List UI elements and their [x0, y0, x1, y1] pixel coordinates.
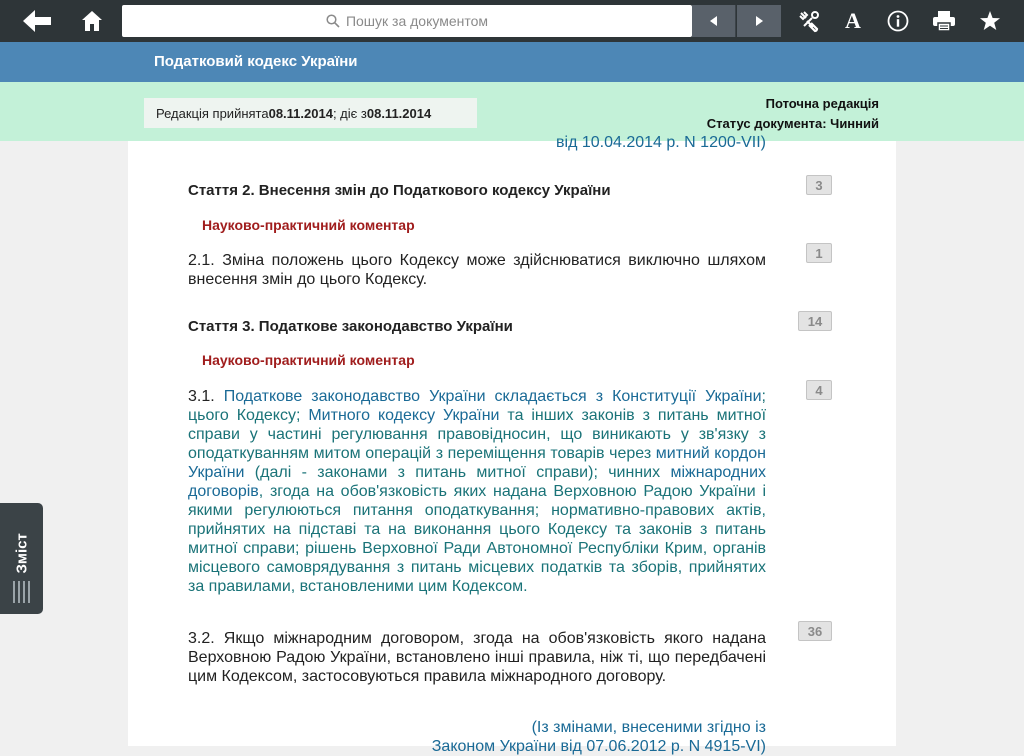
toc-tab[interactable]: [0, 503, 43, 614]
law-link[interactable]: Податкове законодавство України складається з: [223, 388, 613, 405]
document-title: Податковий кодекс України: [154, 53, 358, 70]
amendments-note[interactable]: [432, 718, 766, 756]
paragraph-number: 3.1.: [188, 388, 224, 405]
paragraph-text: ; цього Кодексу;: [188, 388, 766, 424]
document-title-bar: [0, 42, 1024, 82]
grip-handle-icon: [13, 581, 30, 603]
customs-code-link[interactable]: Митного кодексу України: [308, 407, 500, 424]
search-placeholder: Пошук за документом: [345, 13, 489, 29]
paragraph-text: та інших законів з питань митної справи у частині регулювання правовідносин, що виникають у зв'язку з оподаткуванням митом операцій з переміщення товарів через: [188, 407, 767, 462]
paragraph-3-1-badge[interactable]: 4: [806, 380, 832, 400]
font-size-button[interactable]: A: [845, 8, 861, 33]
edition-middle: ; діє з: [332, 105, 367, 121]
wrench-icon[interactable]: [790, 0, 828, 42]
search-input[interactable]: [122, 5, 692, 37]
article-2-title: Стаття 2. Внесення змін до Податкового кодексу України: [188, 182, 611, 199]
paragraph-2-1-badge[interactable]: 1: [806, 243, 832, 263]
article-2-commentary-link[interactable]: Науково-практичний коментар: [202, 217, 415, 233]
print-icon[interactable]: [926, 0, 962, 42]
paragraph-3-1: [188, 387, 766, 596]
amendment-link-partial[interactable]: від 10.04.2014 р. N 1200-VII): [556, 134, 766, 151]
status-label: Статус документа: Чинний: [706, 116, 879, 131]
edition-prefix: Редакція прийнята: [156, 105, 269, 121]
document-body: [128, 134, 896, 755]
previous-result-button[interactable]: [692, 5, 736, 37]
star-icon[interactable]: [972, 0, 1008, 42]
international-treaties-link[interactable]: міжнародних договорів: [188, 464, 766, 500]
paragraph-3-2-badge[interactable]: 36: [798, 621, 832, 641]
paragraph-3-2: 3.2. Якщо міжнародним договором, згода на обов'язковість якого надана Верховною Радою України, встановлено інші правила, ніж ті, що передбачені цим Кодексом, застосовуються правила міжнародного договору.: [188, 630, 766, 685]
home-icon[interactable]: [72, 0, 112, 42]
amendments-line-2[interactable]: Законом України від 07.06.2012 р. N 4915-VI): [431, 738, 766, 755]
article-3-count-badge[interactable]: 14: [798, 311, 832, 331]
toc-label: Зміст: [13, 533, 31, 574]
status-band: [0, 82, 1024, 141]
article-3-commentary-link[interactable]: Науково-практичний коментар: [202, 352, 415, 368]
current-edition-label: Поточна редакція: [765, 96, 879, 111]
document-status: [707, 94, 879, 134]
article-3-title: Стаття 3. Податкове законодавство України: [188, 318, 513, 335]
paragraph-text: (далі - законами з питань митної справи); чинних: [244, 464, 671, 481]
info-icon[interactable]: [880, 0, 916, 42]
customs-border-link[interactable]: митний кордон України: [188, 445, 766, 481]
edition-info: [144, 98, 477, 128]
triangle-left-icon: [710, 16, 718, 26]
search-icon: [326, 14, 340, 28]
top-toolbar: [0, 0, 1024, 42]
next-result-button[interactable]: [737, 5, 781, 37]
effective-date: 08.11.2014: [366, 105, 432, 121]
constitution-link[interactable]: Конституції України: [612, 388, 762, 405]
triangle-right-icon: [755, 16, 763, 26]
article-2-count-badge[interactable]: 3: [806, 175, 832, 195]
edition-date: 08.11.2014: [268, 105, 333, 121]
amendments-line-1[interactable]: (Із змінами, внесеними згідно із: [531, 719, 766, 736]
paragraph-2-1: 2.1. Зміна положень цього Кодексу може здійснюватися виключно шляхом внесення змін до цього Кодексу.: [188, 252, 766, 288]
back-arrow-icon[interactable]: [16, 0, 60, 42]
paragraph-text: , згода на обов'язковість яких надана Верховною Радою України і якими регулюються питання оподаткування; нормативно-правових актів, прийнятих на підставі та на виконання цього Кодексу та законів з питань митної справи; рішень Верховної Ради Автономної Республіки Крим, органів місцевого самоврядування з питань місцевих податків та зборів, прийнятих за правилами, встановленими цим Кодексом.: [188, 483, 766, 595]
